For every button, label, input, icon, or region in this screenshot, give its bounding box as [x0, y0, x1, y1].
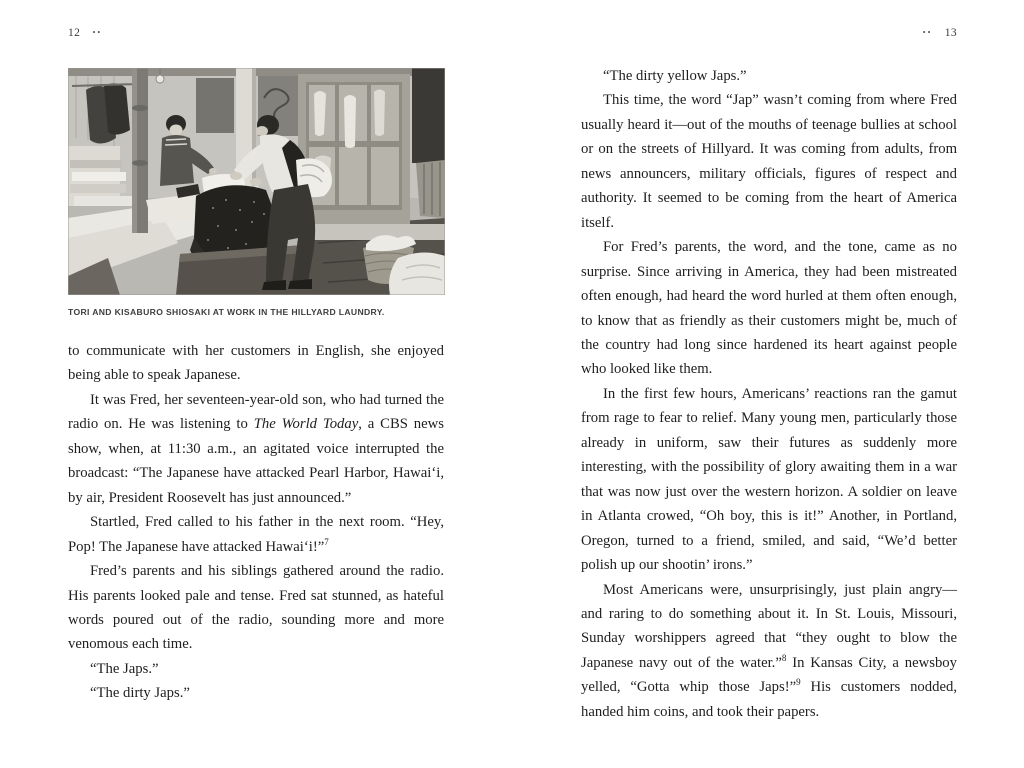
running-head-right — [581, 27, 957, 39]
photo-caption: TORI AND KISABURO SHIOSAKI AT WORK IN THE HILLYARD LAUNDRY. — [68, 307, 385, 317]
paragraph — [68, 388, 444, 510]
text-run: In Kansas City, a newsboy yelled, “Gotta whip those Japs!” — [581, 654, 957, 696]
page-left — [68, 0, 444, 768]
photo-cloth-pile — [389, 252, 445, 295]
laundry-photo-figure — [68, 68, 445, 317]
text-run: Startled, Fred called to his father in the next room. “Hey, Pop! The Japanese have attacked Hawai‘i!” — [68, 514, 444, 555]
text-run: Fred’s parents and his siblings gathered around the radio. His parents looked pale and tense. Fred sat stunned, as hateful words poured out of the radio, sounding more and more venomous each time. — [68, 563, 444, 653]
paragraph — [68, 657, 444, 681]
header-ornament-right: •• — [922, 28, 933, 37]
left-page-text — [68, 339, 444, 706]
paragraph — [581, 578, 957, 725]
text-run: The World Today — [253, 416, 359, 433]
paragraph — [581, 64, 957, 88]
laundry-photo-illustration — [68, 68, 445, 295]
paragraph — [68, 339, 444, 388]
text-run: His customers nodded, handed him coins, and took their papers. — [581, 679, 957, 720]
text-run: In the first few hours, Americans’ reactions ran the gamut from rage to fear to relief. Many young men, particularly those already in uniform, saw their futures as suddenly more interesting, with the possibility of glory awaiting them in a war that was now just over the western horizon. A soldier on leave in Atlanta crowed, “Oh boy, this is it!” Another, in Portland, Oregon, turned to a friend, smiled, and said, “We’d better polish up our shootin’ irons.” — [581, 385, 957, 574]
photo-glass-cabinet — [298, 74, 410, 224]
paragraph — [581, 235, 957, 382]
footnote-reference: 8 — [781, 652, 787, 663]
right-page-text — [581, 64, 957, 724]
text-run: “The dirty yellow Japs.” — [603, 68, 747, 84]
paragraph — [581, 88, 957, 235]
text-run: For Fred’s parents, the word, and the tone, came as no surprise. Since arriving in America, they had been mistreated often enough, had heard the word hurled at them often enough, to know that as friendly as their customers might be, much of the country had long since hardened its heart against people who looked like them. — [581, 239, 957, 378]
paragraph — [68, 681, 444, 705]
paragraph — [68, 559, 444, 657]
text-run: to communicate with her customers in English, she enjoyed being able to speak Japanese. — [68, 343, 444, 384]
footnote-reference: 9 — [796, 677, 801, 688]
paragraph — [68, 510, 444, 559]
running-head-left — [68, 27, 444, 39]
photo-stove-pipe — [132, 68, 148, 233]
text-run: This time, the word “Jap” wasn’t coming from where Fred usually heard it—out of the mouths of teenage bullies at school or on the streets of Hillyard. It was coming from adults, from news announcers, military officials, figures of respect and authority. It seemed to be coming from the heart of America itself. — [581, 92, 957, 231]
text-run: , a CBS news show, when, at 11:30 a.m., an agitated voice interrupted the broadcast: “The Japanese have attacked Pearl Harbor, Hawai‘i, by air, President Roosevelt has just announced.” — [68, 416, 444, 506]
paragraph — [581, 382, 957, 578]
text-run: “The Japs.” — [90, 660, 159, 677]
page-right — [581, 0, 957, 768]
footnote-reference: 7 — [324, 536, 329, 547]
page-number-right: 13 — [944, 27, 957, 39]
text-run: It was Fred, her seventeen-year-old son, who had turned the radio on. He was listening to — [68, 391, 444, 433]
page-number-left: 12 — [68, 27, 81, 39]
text-run: Most Americans were, unsurprisingly, just plain angry—and raring to do something about it. In St. Louis, Missouri, Sunday worshippers agreed that “they ought to blow the Japanese navy out of the water.” — [581, 581, 957, 671]
header-ornament-left: •• — [92, 28, 103, 37]
text-run: “The dirty Japs.” — [90, 685, 190, 702]
